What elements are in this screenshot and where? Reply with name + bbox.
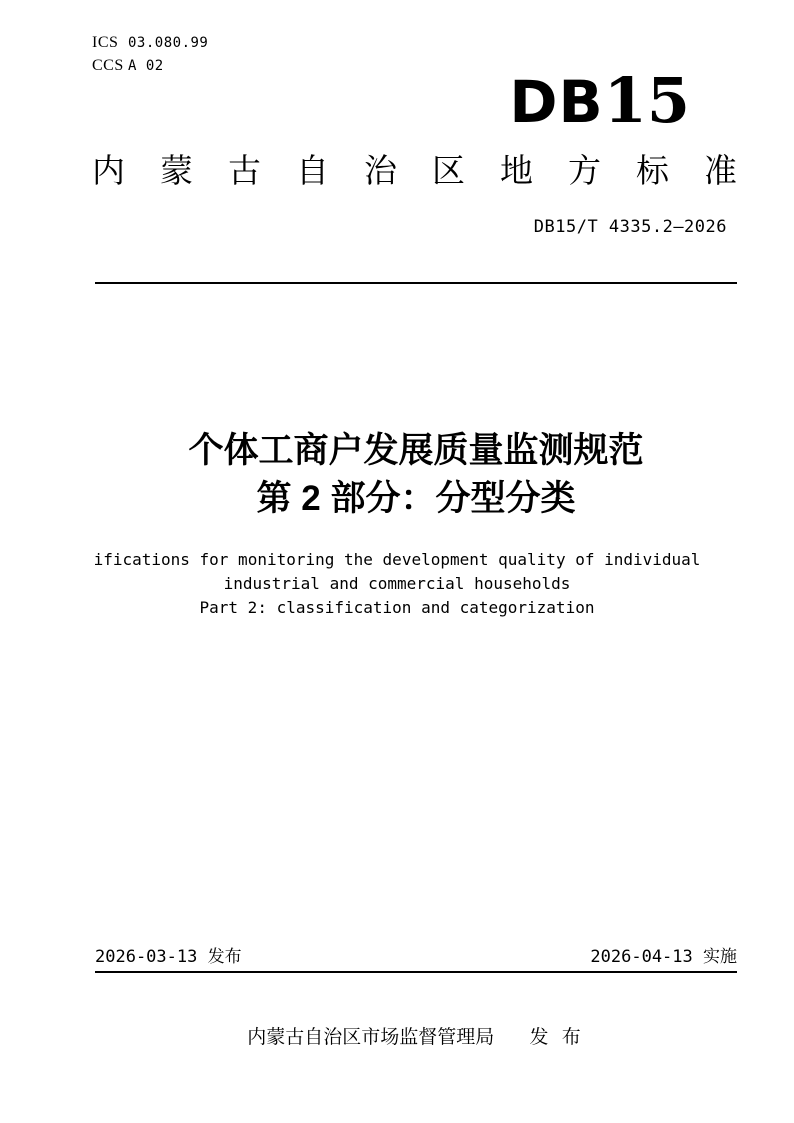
- db15-logo: [509, 64, 690, 137]
- title-english-line1: ifications for monitoring the development quality of individual: [93, 550, 701, 569]
- ccs-code-row: [92, 57, 208, 80]
- publisher-row: [95, 1026, 737, 1050]
- ics-value: 03.080.99: [128, 35, 209, 51]
- standard-number: DB15/T 4335.2—2026: [533, 217, 727, 237]
- classification-codes: [92, 34, 208, 80]
- header-divider-rule: [95, 282, 737, 284]
- implement-date: 2026-04-13 实施: [590, 947, 737, 967]
- title-english: [76, 548, 718, 620]
- title-english-line2: industrial and commercial households: [223, 574, 571, 593]
- title-chinese-line1: 个体工商户发展质量监测规范: [188, 431, 644, 470]
- issue-date: 2026-03-13 发布: [95, 947, 242, 967]
- ics-code-row: [92, 34, 208, 57]
- publisher-name: 内蒙古自治区市场监督管理局: [247, 1027, 495, 1048]
- standard-type-title: 内蒙古自治区地方标准: [92, 152, 772, 189]
- publish-label: 发 布: [529, 1027, 585, 1048]
- date-row: [95, 946, 737, 968]
- ics-label: ICS: [92, 34, 119, 51]
- ccs-value: A 02: [128, 58, 164, 74]
- title-chinese-line2: 第 2 部分：分型分类: [256, 479, 576, 518]
- db15-logo-number: 15: [603, 64, 690, 137]
- footer-divider-rule: [95, 971, 737, 973]
- title-english-line3: Part 2: classification and categorization: [199, 598, 595, 617]
- db15-logo-db: DB: [509, 68, 604, 136]
- ccs-label: CCS: [92, 57, 124, 74]
